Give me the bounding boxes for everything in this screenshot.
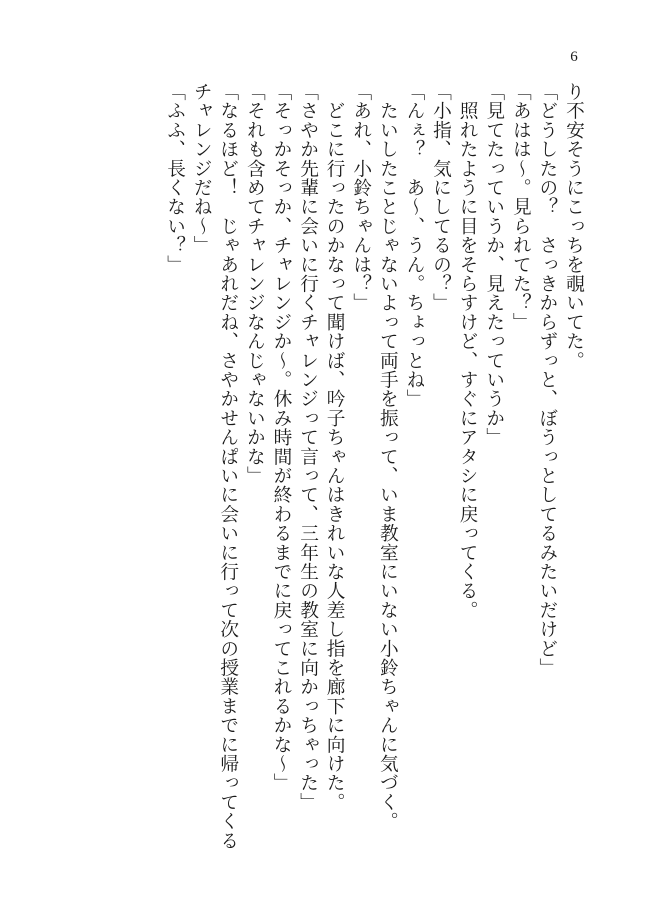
text-line: どこに行ったのかなって聞けば、吟子ちゃんはきれいな人差し指を廊下に向けた。 [323,82,345,812]
text-line: 「そっかそっか、チャレンジか〜。休み時間が終わるまでに戻ってこれるかな〜」 [270,82,292,793]
body-text [161,82,587,850]
text-line: たいしたことじゃないよって両手を振って、いま教室にいない小鈴ちゃんに気づく。 [376,82,398,831]
text-line: り不安そうにこっちを覗いてた。 [563,82,584,370]
text-line: 「どうしたの？ さっきからずっと、ぼうっとしてるみたいだけど」 [536,82,558,678]
text-line: 「あれ、小鈴ちゃんは？」 [350,82,372,313]
page-number: 6 [570,49,578,65]
text-line: 「小指、気にしてるの？」 [430,82,452,313]
text-line: 「さやか先輩に会いに行くチャレンジって言って、三年生の教室に向かっちゃった」 [297,82,319,812]
text-line: 照れたように目をそらすけど、すぐにアタシに戻ってくる。 [456,82,478,620]
text-line: 「なるほど！ じゃあれだね、さやかせんぱいに会いに行って次の授業までに帰ってくる [217,82,239,850]
text-line: 「見てたっていうか、見えたっていうか」 [483,82,505,447]
text-line: 「ふふ、長くない？」 [164,82,186,274]
text-line: チャレンジだね〜」 [190,82,212,255]
text-line: 「あはは〜。見られてた？」 [509,82,531,332]
text-line: 「それも含めてチャレンジなんじゃないかな」 [243,82,265,486]
text-line: 「んぇ？ あ〜、うん。ちょっとね」 [403,82,425,409]
